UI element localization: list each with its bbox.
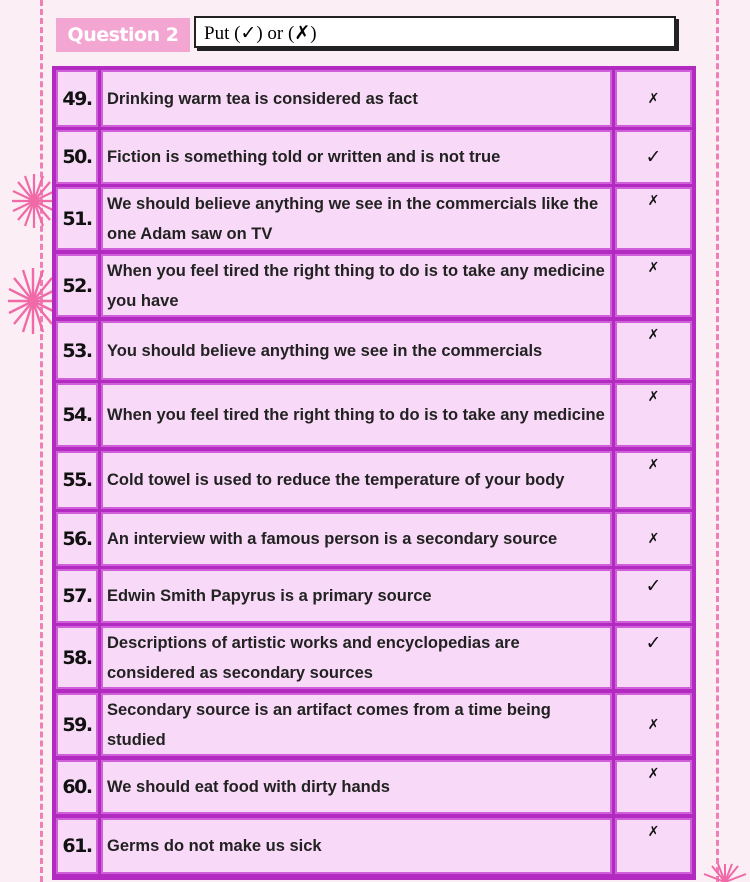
table-row — [52, 693, 696, 756]
answer-mark: ✗ — [615, 451, 692, 509]
question-number: 49. — [56, 70, 98, 127]
question-number: 50. — [56, 130, 98, 184]
answer-mark: ✗ — [615, 187, 692, 250]
right-dashed-border — [716, 0, 719, 882]
question-number: 52. — [56, 254, 98, 317]
table-row — [52, 512, 696, 566]
question-text: Fiction is something told or written and is not true — [101, 130, 612, 184]
question-instruction: Put (✓) or (✗) — [194, 16, 676, 48]
table-row — [52, 70, 696, 127]
question-text: When you feel tired the right thing to do is to take any medicine you have — [101, 254, 612, 317]
question-text: Cold towel is used to reduce the temperature of your body — [101, 451, 612, 509]
question-number: 54. — [56, 383, 98, 447]
answer-mark: ✗ — [615, 254, 692, 317]
question-number: 57. — [56, 569, 98, 623]
table-row — [52, 383, 696, 447]
question-number: 59. — [56, 693, 98, 756]
answer-table — [52, 66, 696, 880]
question-text: Germs do not make us sick — [101, 818, 612, 874]
question-number: 55. — [56, 451, 98, 509]
table-row — [52, 321, 696, 380]
question-number-badge: Question 2 — [56, 18, 190, 52]
answer-mark: ✗ — [615, 693, 692, 756]
question-number: 61. — [56, 818, 98, 874]
answer-mark: ✗ — [615, 70, 692, 127]
answer-mark: ✗ — [615, 512, 692, 566]
question-text: Drinking warm tea is considered as fact — [101, 70, 612, 127]
question-text: Secondary source is an artifact comes from a time being studied — [101, 693, 612, 756]
question-text: When you feel tired the right thing to do is to take any medicine — [101, 383, 612, 447]
answer-mark: ✓ — [615, 569, 692, 623]
question-number: 53. — [56, 321, 98, 380]
table-row — [52, 130, 696, 184]
answer-mark: ✗ — [615, 760, 692, 814]
question-number: 51. — [56, 187, 98, 250]
question-header — [56, 16, 622, 52]
table-row — [52, 760, 696, 814]
table-row — [52, 569, 696, 623]
question-number: 58. — [56, 626, 98, 689]
table-row — [52, 254, 696, 317]
question-text: Edwin Smith Papyrus is a primary source — [101, 569, 612, 623]
question-number: 56. — [56, 512, 98, 566]
question-text: Descriptions of artistic works and encyclopedias are considered as secondary sources — [101, 626, 612, 689]
left-dashed-border — [40, 0, 43, 882]
question-text: You should believe anything we see in the commercials — [101, 321, 612, 380]
question-text: An interview with a famous person is a secondary source — [101, 512, 612, 566]
sunburst-decoration-icon — [10, 172, 58, 230]
answer-mark: ✗ — [615, 818, 692, 874]
table-row — [52, 451, 696, 509]
question-text: We should believe anything we see in the commercials like the one Adam saw on TV — [101, 187, 612, 250]
question-number: 60. — [56, 760, 98, 814]
sunburst-decoration-icon — [700, 860, 750, 882]
answer-mark: ✓ — [615, 130, 692, 184]
answer-mark: ✗ — [615, 321, 692, 380]
question-text: We should eat food with dirty hands — [101, 760, 612, 814]
table-row — [52, 818, 696, 874]
table-row — [52, 187, 696, 250]
answer-mark: ✗ — [615, 383, 692, 447]
table-row — [52, 626, 696, 689]
answer-mark: ✓ — [615, 626, 692, 689]
